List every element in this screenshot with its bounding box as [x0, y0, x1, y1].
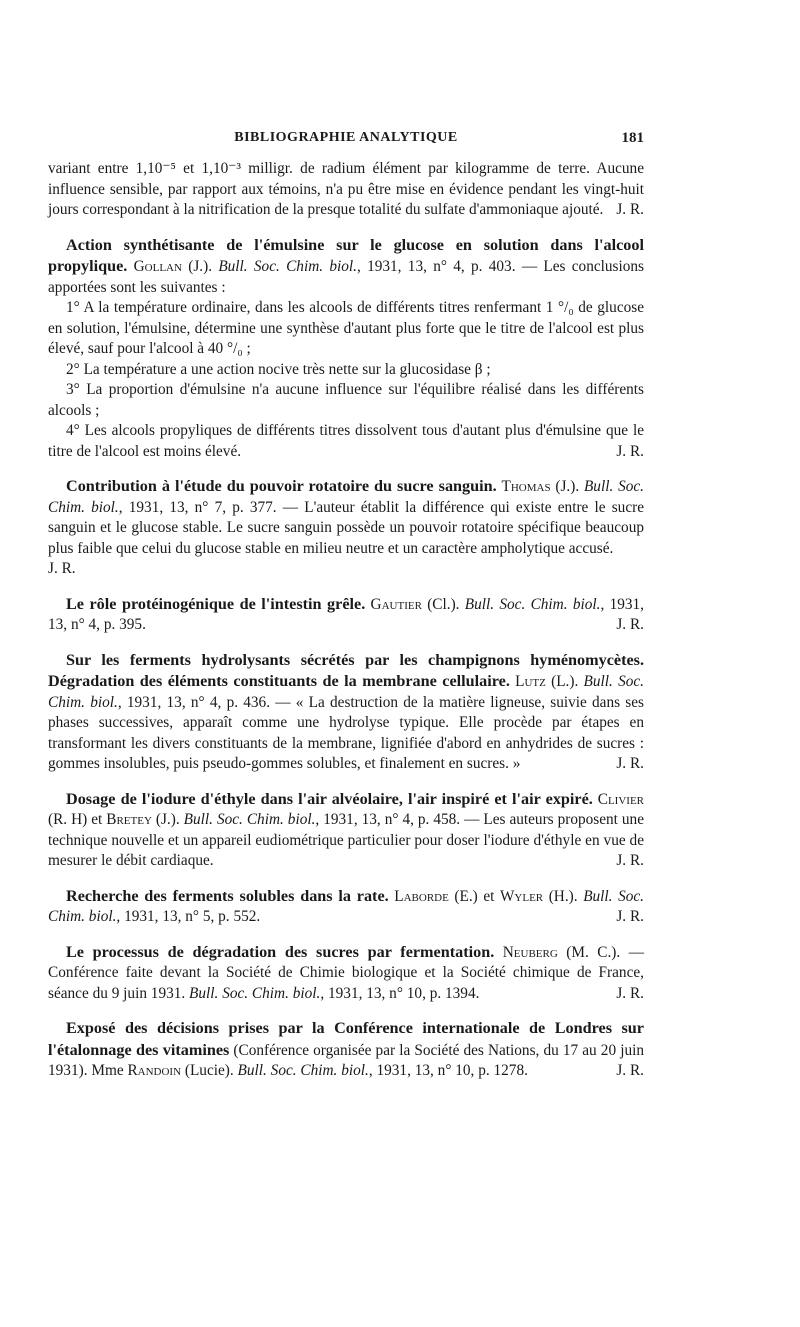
entry-reference: , 1931, 13, n° 4, p. 395.: [48, 595, 644, 633]
list-item: 3° La proportion d'émulsine n'a aucune influence sur l'équilibre réalisé dans les différents alcools ;: [48, 381, 644, 419]
entry-reference: , 1931, 13, n° 4, p. 436. — « La destruction de la matière ligneuse, suivie dans ses phases successives, apparaît comme une hydrolyse typique. Elle procède par étapes en transformant les divers constituants de la membrane, lignifiée d'abord en anhydrides de sucres : gommes insolubles, puis pseudo-gommes solubles, et finalement en sucres. »: [48, 693, 644, 772]
bibliography-entry: [48, 235, 644, 463]
author-initials: (H.).: [543, 887, 584, 905]
journal-name: Bull. Soc. Chim. biol.: [237, 1062, 369, 1079]
bibliography-entry: [48, 942, 644, 1005]
author-initials: (J.).: [181, 258, 219, 275]
signature: J. R.: [616, 908, 644, 925]
author-initials: (J.).: [151, 811, 184, 828]
journal-name: Bull. Soc. Chim. biol.: [48, 673, 644, 711]
journal-name: Bull. Soc. Chim. biol.: [48, 478, 644, 516]
journal-name: Bull. Soc. Chim. biol.: [48, 887, 644, 925]
author-initials: (Lucie).: [181, 1062, 238, 1079]
signature: J. R.: [616, 984, 644, 1002]
journal-name: Bull. Soc. Chim. biol.: [464, 595, 601, 613]
bibliography-entry: [48, 594, 644, 636]
bibliography-entry: [48, 476, 644, 580]
lead-text: variant entre 1,10⁻⁵ et 1,10⁻³ milligr. de radium élément par kilogramme de terre. Aucune influence sensible, par rapport aux témoins, n'a pu être mise en évidence pendant les vingt-huit jours correspondant à la nitrification de la presque totalité du sulfate d'ammoniaque ajouté.: [48, 160, 644, 218]
author-initials: (E.) et: [448, 887, 500, 905]
entry-title: Le rôle protéinogénique de l'intestin grêle.: [66, 594, 366, 613]
author-initials: (M. C.). — Conférence faite devant la Société de Chimie biologique et la Société chimique de France, séance du 9 juin 1931.: [48, 943, 644, 1002]
entry-author: Thomas: [501, 478, 551, 495]
journal-name: Bull. Soc. Chim. biol.: [218, 258, 357, 275]
entry-reference: , 1931, 13, n° 5, p. 552.: [116, 908, 261, 925]
entry-reference: , 1931, 13, n° 4, p. 403. — Les conclusions apportées sont les suivantes :: [48, 258, 644, 296]
entry-author: Wyler: [499, 887, 544, 905]
continued-paragraph: [48, 159, 644, 221]
journal-name: Bull. Soc. Chim. biol.: [183, 811, 316, 828]
entry-reference: , 1931, 13, n° 10, p. 1394.: [320, 984, 480, 1002]
list-item: 2° La température a une action nocive très nette sur la glucosidase β ;: [66, 360, 491, 378]
entry-note: (Conférence organisée par la Société des Nations, du 17 au 20 juin 1931). Mme: [48, 1041, 644, 1079]
signature: J. R.: [616, 1062, 644, 1079]
entry-title: Exposé des décisions prises par la Conférence internationale de Londres sur l'étalonnage des vitamines: [48, 1019, 644, 1059]
page-number: 181: [621, 130, 644, 146]
author-initials: (R. H) et: [48, 811, 107, 828]
body-text: [48, 159, 644, 1082]
entry-title: Dosage de l'iodure d'éthyle dans l'air alvéolaire, l'air inspiré et l'air expiré.: [66, 789, 593, 808]
journal-name: Bull. Soc. Chim. biol.: [189, 984, 321, 1002]
entry-title: Action synthétisante de l'émulsine sur le glucose en solution dans l'alcool propylique.: [48, 235, 644, 275]
entry-author: Lutz: [515, 673, 546, 690]
list-item: 1° A la température ordinaire, dans les alcools de différents titres renfermant 1 °/₀ de glucose en solution, l'émulsine, détermine une synthèse d'autant plus forte que le titre de l'alcool est plus élevé, sauf pour l'alcool à 40 °/₀ ;: [48, 299, 644, 357]
bibliography-entry: [48, 789, 644, 872]
bibliography-entry: [48, 886, 644, 928]
list-item: 4° Les alcools propyliques de différents titres dissolvent tous d'autant plus d'émulsine que le titre de l'alcool est moins élevé.: [48, 422, 644, 460]
signature: J. R.: [616, 442, 644, 460]
entry-reference: , 1931, 13, n° 7, p. 377. — L'auteur établit la différence qui existe entre le sucre sanguin et le glucose stable. Le sucre sanguin possède un pouvoir rotatoire spécifique beaucoup plus faible que celui du glucose stable en milieu neutre et un caractère ampholytique accusé.: [48, 498, 644, 557]
author-initials: (L.).: [545, 673, 584, 690]
running-title: BIBLIOGRAPHIE ANALYTIQUE: [234, 130, 458, 145]
entry-author: Laborde: [394, 887, 449, 905]
entry-reference: , 1931, 13, n° 10, p. 1278.: [368, 1062, 528, 1079]
signature: J. R.: [616, 616, 644, 633]
entry-author: Gollan: [133, 258, 182, 275]
entry-title: Recherche des ferments solubles dans la rate.: [66, 886, 389, 905]
entry-title: Contribution à l'étude du pouvoir rotatoire du sucre sanguin.: [66, 477, 497, 495]
signature: J. R.: [48, 560, 76, 577]
bibliography-entry: [48, 650, 644, 775]
entry-author: Randoin: [127, 1062, 182, 1079]
author-initials: (Cl.).: [421, 595, 465, 613]
entry-title: Sur les ferments hydrolysants sécrétés par les champignons hyménomycètes. Dégradation des éléments constituants de la membrane cellulaire.: [48, 650, 644, 690]
entry-reference: , 1931, 13, n° 4, p. 458. — Les auteurs proposent une technique nouvelle et un appareil eudiométrique particulier pour doser l'iodure d'éthyle en vue de mesurer le débit cardiaque.: [48, 811, 644, 869]
running-header: [48, 130, 644, 150]
entry-author: Bretey: [106, 811, 152, 828]
signature: J. R.: [616, 201, 644, 218]
bibliography-entry: [48, 1018, 644, 1082]
signature: J. R.: [616, 755, 644, 772]
signature: J. R.: [616, 852, 644, 869]
entry-author: Clivier: [597, 790, 644, 808]
author-initials: (J.).: [550, 478, 584, 495]
entry-author: Gautier: [370, 595, 422, 613]
entry-author: Neuberg: [502, 943, 558, 961]
entry-title: Le processus de dégradation des sucres par fermentation.: [66, 942, 495, 961]
